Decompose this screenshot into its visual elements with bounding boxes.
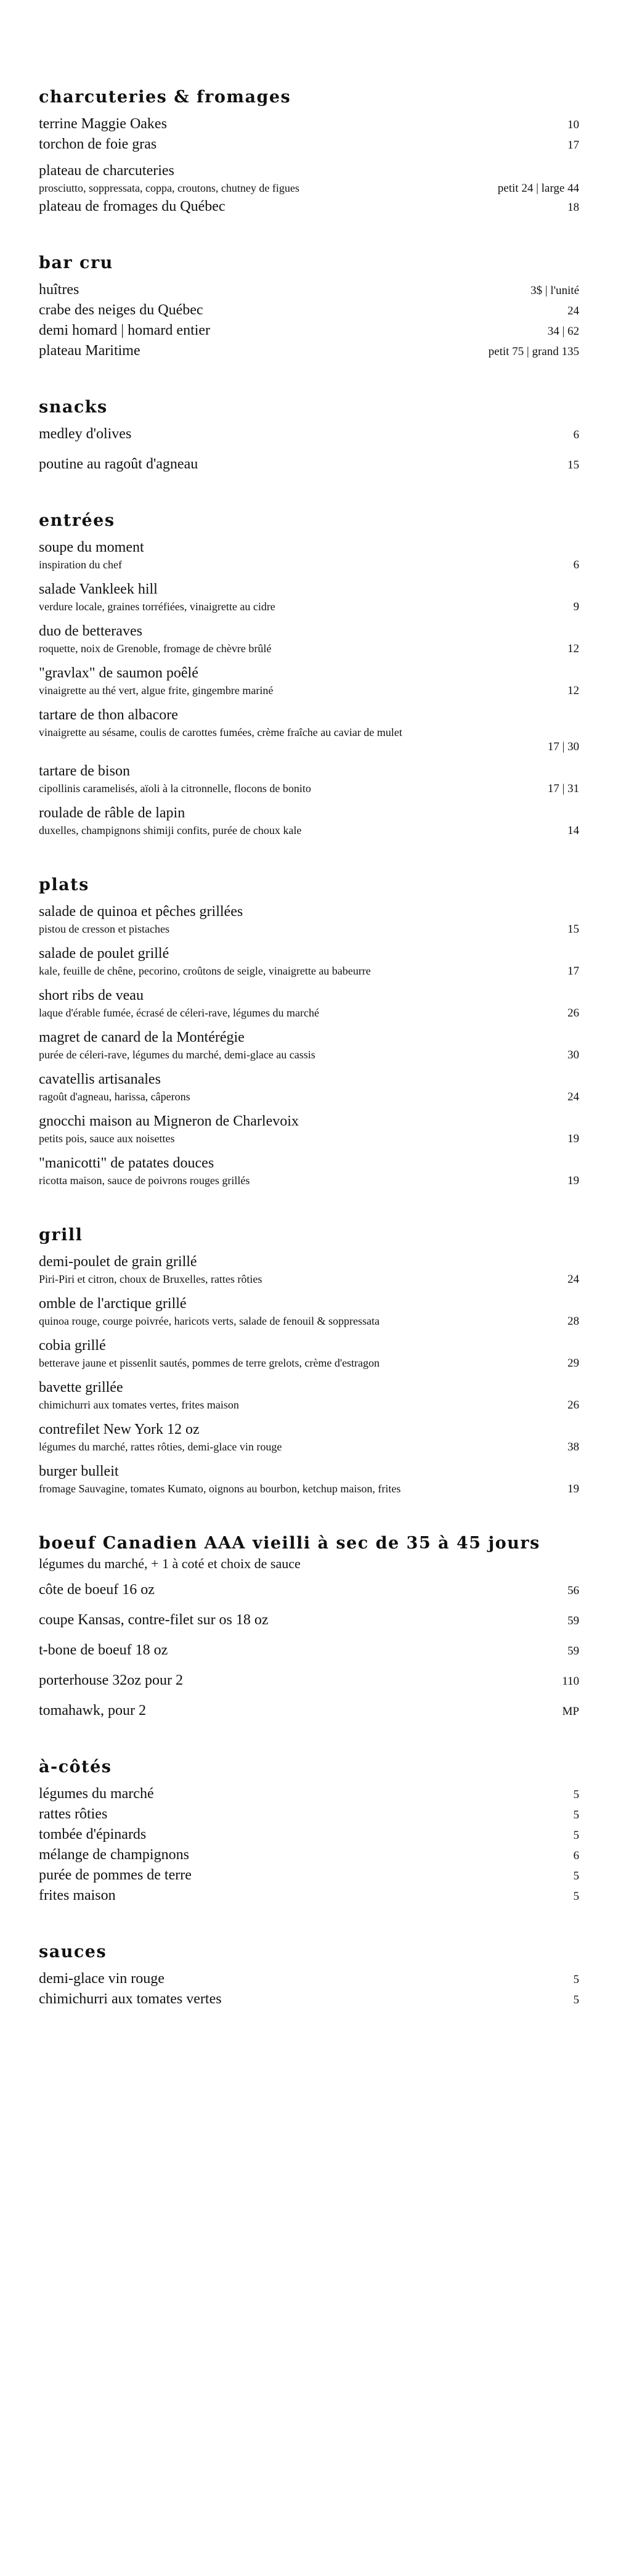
section-title: sauces bbox=[39, 1942, 107, 1961]
item-description: kale, feuille de chêne, pecorino, croûtons de seigle, vinaigrette au babeurre bbox=[39, 965, 371, 977]
item-description: prosciutto, soppressata, coppa, croutons, chutney de figues bbox=[39, 182, 299, 194]
section-snacks bbox=[39, 396, 579, 474]
item-price: 19 bbox=[567, 1482, 579, 1495]
item-name: demi homard | homard entier bbox=[39, 322, 211, 338]
item-price: 17 | 31 bbox=[547, 782, 579, 795]
item-price: 15 bbox=[567, 459, 579, 472]
item-name: magret de canard de la Montérégie bbox=[39, 1029, 245, 1045]
item-name: tomahawk, pour 2 bbox=[39, 1703, 146, 1719]
item-description: cipollinis caramelisés, aïoli à la citronnelle, flocons de bonito bbox=[39, 782, 311, 795]
item-name: côte de boeuf 16 oz bbox=[39, 1582, 155, 1598]
section-boeuf bbox=[39, 1532, 579, 1720]
item-price: 14 bbox=[567, 824, 579, 837]
menu-item bbox=[39, 197, 579, 216]
item-description: vinaigrette au sésame, coulis de carottes fumées, crème fraîche au caviar de mulet bbox=[39, 726, 402, 738]
item-price: 24 bbox=[567, 1273, 579, 1286]
item-name: gnocchi maison au Migneron de Charlevoix bbox=[39, 1113, 299, 1129]
item-name: roulade de râble de lapin bbox=[39, 805, 185, 821]
menu-item bbox=[39, 1886, 579, 1905]
item-name: demi-glace vin rouge bbox=[39, 1971, 165, 1987]
menu bbox=[39, 86, 579, 2045]
item-name: plateau Maritime bbox=[39, 343, 140, 359]
menu-item bbox=[39, 1294, 579, 1329]
item-name: tartare de thon albacore bbox=[39, 707, 178, 723]
menu-item bbox=[39, 1611, 579, 1630]
section-title: boeuf Canadien AAA vieilli à sec de 35 à 45 jours bbox=[39, 1534, 540, 1553]
item-name: soupe du moment bbox=[39, 539, 144, 555]
item-price: 17 bbox=[567, 139, 579, 152]
item-description: ricotta maison, sauce de poivrons rouges grillés bbox=[39, 1174, 250, 1187]
item-price: 19 bbox=[567, 1132, 579, 1145]
item-description: quinoa rouge, courge poivrée, haricots verts, salade de fenouil & soppressata bbox=[39, 1315, 380, 1327]
item-name: bavette grillée bbox=[39, 1380, 123, 1396]
section-description: légumes du marché, + 1 à coté et choix de sauce bbox=[39, 1556, 301, 1571]
item-price: 6 bbox=[573, 1849, 579, 1862]
item-name: torchon de foie gras bbox=[39, 136, 157, 152]
item-description: duxelles, champignons shimiji confits, purée de choux kale bbox=[39, 824, 302, 836]
item-name: cavatellis artisanales bbox=[39, 1071, 161, 1087]
menu-item bbox=[39, 1070, 579, 1105]
section-charcuteries bbox=[39, 86, 579, 216]
item-description: fromage Sauvagine, tomates Kumato, oignons au bourbon, ketchup maison, frites bbox=[39, 1482, 401, 1495]
item-price: 59 bbox=[567, 1645, 579, 1658]
item-description: verdure locale, graines torréfiées, vinaigrette au cidre bbox=[39, 600, 275, 613]
menu-item bbox=[39, 115, 579, 134]
item-name: légumes du marché bbox=[39, 1786, 154, 1802]
item-price: petit 75 | grand 135 bbox=[488, 345, 579, 358]
item-description: betterave jaune et pissenlit sautés, pommes de terre grelots, crème d'estragon bbox=[39, 1357, 380, 1369]
item-description: pistou de cresson et pistaches bbox=[39, 923, 169, 935]
item-price: 3$ | l'unité bbox=[531, 284, 579, 297]
menu-item bbox=[39, 1866, 579, 1885]
item-description: laque d'érable fumée, écrasé de céleri-rave, légumes du marché bbox=[39, 1007, 319, 1019]
menu-item bbox=[39, 280, 579, 300]
item-name: purée de pommes de terre bbox=[39, 1867, 192, 1883]
item-price: 18 bbox=[567, 201, 579, 214]
item-price: 6 bbox=[573, 558, 579, 571]
section-bar-cru bbox=[39, 252, 579, 361]
section-sauces bbox=[39, 1941, 579, 2009]
item-description: purée de céleri-rave, légumes du marché, demi-glace au cassis bbox=[39, 1049, 315, 1061]
item-price: 29 bbox=[567, 1357, 579, 1370]
menu-item bbox=[39, 1969, 579, 1989]
item-name: medley d'olives bbox=[39, 426, 132, 442]
item-name: salade Vankleek hill bbox=[39, 581, 158, 597]
item-description: vinaigrette au thé vert, algue frite, gingembre mariné bbox=[39, 684, 274, 697]
menu-item bbox=[39, 902, 579, 937]
menu-item bbox=[39, 1846, 579, 1865]
item-name: terrine Maggie Oakes bbox=[39, 116, 167, 132]
item-description: chimichurri aux tomates vertes, frites maison bbox=[39, 1399, 239, 1411]
item-price: 59 bbox=[567, 1614, 579, 1627]
menu-item bbox=[39, 1641, 579, 1660]
item-name: cobia grillé bbox=[39, 1338, 106, 1354]
item-price: 5 bbox=[573, 1788, 579, 1801]
item-price: 12 bbox=[567, 684, 579, 697]
section-title: charcuteries & fromages bbox=[39, 88, 291, 107]
item-price: 5 bbox=[573, 1829, 579, 1842]
menu-item bbox=[39, 580, 579, 615]
item-description: Piri-Piri et citron, choux de Bruxelles, rattes rôties bbox=[39, 1273, 262, 1285]
section-a-cotes bbox=[39, 1756, 579, 1905]
menu-item bbox=[39, 706, 579, 754]
item-name: plateau de charcuteries bbox=[39, 163, 174, 179]
item-price: 5 bbox=[573, 1993, 579, 2006]
item-price: 9 bbox=[573, 600, 579, 613]
item-description: inspiration du chef bbox=[39, 558, 122, 571]
item-price: 5 bbox=[573, 1890, 579, 1903]
item-name: crabe des neiges du Québec bbox=[39, 302, 203, 318]
item-description: petits pois, sauce aux noisettes bbox=[39, 1132, 175, 1145]
item-price: 15 bbox=[567, 923, 579, 936]
menu-item bbox=[39, 1990, 579, 2009]
section-title: à-côtés bbox=[39, 1757, 112, 1777]
menu-item bbox=[39, 162, 579, 196]
section-title: grill bbox=[39, 1225, 83, 1245]
item-price: 5 bbox=[573, 1870, 579, 1883]
menu-item bbox=[39, 1336, 579, 1371]
menu-item bbox=[39, 986, 579, 1021]
item-price: 24 bbox=[567, 1090, 579, 1103]
item-description: légumes du marché, rattes rôties, demi-glace vin rouge bbox=[39, 1441, 282, 1453]
item-price: petit 24 | large 44 bbox=[497, 182, 579, 195]
item-price: 6 bbox=[573, 428, 579, 441]
menu-item bbox=[39, 664, 579, 698]
item-price: 26 bbox=[567, 1399, 579, 1412]
menu-item bbox=[39, 135, 579, 154]
menu-item bbox=[39, 538, 579, 573]
item-price: 56 bbox=[567, 1584, 579, 1597]
item-name: "gravlax" de saumon poêlé bbox=[39, 665, 198, 681]
item-price: 24 bbox=[567, 305, 579, 317]
item-name: porterhouse 32oz pour 2 bbox=[39, 1672, 183, 1688]
item-name: duo de betteraves bbox=[39, 623, 142, 639]
menu-item bbox=[39, 1701, 579, 1720]
item-price: 38 bbox=[567, 1441, 579, 1454]
section-grill bbox=[39, 1224, 579, 1497]
menu-item bbox=[39, 944, 579, 979]
item-price: 110 bbox=[562, 1675, 579, 1688]
item-name: plateau de fromages du Québec bbox=[39, 198, 226, 215]
menu-item bbox=[39, 1785, 579, 1804]
item-name: frites maison bbox=[39, 1887, 116, 1903]
menu-item bbox=[39, 1580, 579, 1600]
item-name: short ribs de veau bbox=[39, 987, 144, 1004]
item-name: omble de l'arctique grillé bbox=[39, 1296, 187, 1312]
menu-item bbox=[39, 1805, 579, 1824]
menu-item bbox=[39, 1112, 579, 1147]
section-title: bar cru bbox=[39, 253, 113, 272]
item-price: MP bbox=[562, 1705, 579, 1718]
item-name: tombée d'épinards bbox=[39, 1826, 147, 1842]
item-name: huîtres bbox=[39, 282, 79, 298]
item-price: 28 bbox=[567, 1315, 579, 1328]
item-price: 30 bbox=[567, 1049, 579, 1061]
item-price: 26 bbox=[567, 1007, 579, 1020]
item-price: 17 bbox=[567, 965, 579, 978]
item-name: demi-poulet de grain grillé bbox=[39, 1254, 197, 1270]
menu-item bbox=[39, 1253, 579, 1287]
section-plats bbox=[39, 874, 579, 1188]
menu-item bbox=[39, 804, 579, 838]
item-name: burger bulleit bbox=[39, 1463, 119, 1479]
section-title: plats bbox=[39, 875, 89, 894]
item-name: "manicotti" de patates douces bbox=[39, 1155, 214, 1171]
item-price: 5 bbox=[573, 1809, 579, 1822]
item-name: contrefilet New York 12 oz bbox=[39, 1421, 200, 1437]
item-description: ragoût d'agneau, harissa, câperons bbox=[39, 1090, 190, 1103]
item-name: coupe Kansas, contre-filet sur os 18 oz bbox=[39, 1612, 269, 1628]
menu-item bbox=[39, 301, 579, 320]
section-title: entrées bbox=[39, 511, 115, 530]
menu-item bbox=[39, 1378, 579, 1413]
item-price: 12 bbox=[567, 642, 579, 655]
item-price: 19 bbox=[567, 1174, 579, 1187]
item-price: 17 | 30 bbox=[547, 740, 579, 753]
item-name: salade de poulet grillé bbox=[39, 946, 169, 962]
item-price: 10 bbox=[567, 118, 579, 131]
item-name: poutine au ragoût d'agneau bbox=[39, 456, 198, 472]
item-name: t-bone de boeuf 18 oz bbox=[39, 1642, 168, 1658]
item-description: roquette, noix de Grenoble, fromage de chèvre brûlé bbox=[39, 642, 272, 655]
menu-item bbox=[39, 1671, 579, 1690]
item-name: chimichurri aux tomates vertes bbox=[39, 1991, 222, 2007]
item-price: 34 | 62 bbox=[547, 325, 579, 338]
item-name: rattes rôties bbox=[39, 1806, 108, 1822]
menu-item bbox=[39, 762, 579, 796]
item-name: tartare de bison bbox=[39, 763, 130, 779]
menu-item bbox=[39, 1154, 579, 1188]
menu-item bbox=[39, 455, 579, 474]
menu-item bbox=[39, 341, 579, 361]
section-entrees bbox=[39, 510, 579, 838]
menu-item bbox=[39, 1462, 579, 1497]
menu-item bbox=[39, 622, 579, 656]
item-name: salade de quinoa et pêches grillées bbox=[39, 904, 243, 920]
menu-item bbox=[39, 425, 579, 444]
menu-item bbox=[39, 1420, 579, 1455]
menu-item bbox=[39, 1028, 579, 1063]
menu-item bbox=[39, 321, 579, 340]
item-name: mélange de champignons bbox=[39, 1847, 189, 1863]
item-price: 5 bbox=[573, 1973, 579, 1986]
menu-item bbox=[39, 1825, 579, 1844]
section-title: snacks bbox=[39, 398, 108, 417]
